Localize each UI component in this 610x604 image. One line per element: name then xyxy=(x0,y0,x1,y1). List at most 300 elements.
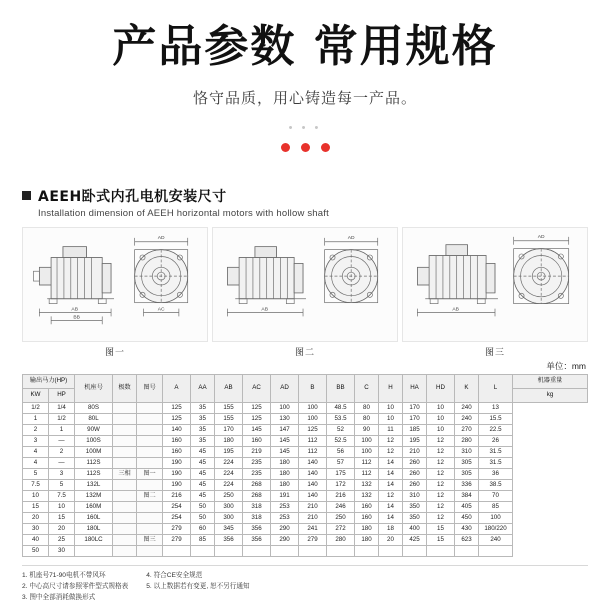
cell-dim-A: 254 xyxy=(163,513,191,524)
cell-hp: 1/2 xyxy=(49,414,75,425)
cell-dim-K: 430 xyxy=(455,524,479,535)
cell-dim-A: 190 xyxy=(163,469,191,480)
cell-dim-HA: 195 xyxy=(403,436,427,447)
cell-dim-AC: 125 xyxy=(243,403,271,414)
figure-caption-1: 图一 xyxy=(104,347,125,358)
cell-dim-A: 125 xyxy=(163,414,191,425)
cell-kw: 30 xyxy=(23,524,49,535)
cell-dim-K: 240 xyxy=(455,414,479,425)
cell-dim-BB: 172 xyxy=(327,480,355,491)
th-output-power: 输出马力(HP) xyxy=(23,375,75,389)
th-dim-A: A xyxy=(163,375,191,403)
cell-dim-B: 125 xyxy=(299,425,327,436)
cell-dim-AB: 300 xyxy=(215,513,243,524)
svg-text:AD: AD xyxy=(157,236,165,242)
cell-poles xyxy=(113,524,137,535)
th-dim-HD: HD xyxy=(427,375,455,403)
cell-dim-BB: 175 xyxy=(327,469,355,480)
cell-dim-A: 216 xyxy=(163,491,191,502)
cell-dim-K xyxy=(455,546,479,557)
cell-dim-AA: 45 xyxy=(191,447,215,458)
cell-dim-AA xyxy=(191,546,215,557)
cell-kw: 50 xyxy=(23,546,49,557)
cell-dim-AD: 145 xyxy=(271,447,299,458)
cell-dim-AA: 35 xyxy=(191,436,215,447)
cell-dim-AD: 100 xyxy=(271,403,299,414)
cell-dim-A: 254 xyxy=(163,502,191,513)
svg-text:AD: AD xyxy=(347,236,355,242)
cell-dim-BB: 52.5 xyxy=(327,436,355,447)
cell-dim-H: 14 xyxy=(379,513,403,524)
cell-dim-AC: 125 xyxy=(243,414,271,425)
cell-frame: 80L xyxy=(75,414,113,425)
cell-dim-AC: 356 xyxy=(243,535,271,546)
cell-poles xyxy=(113,513,137,524)
cell-dim-AA: 35 xyxy=(191,425,215,436)
dot-line-text: • • • xyxy=(288,122,322,135)
cell-dim-C: 160 xyxy=(355,502,379,513)
cell-kw: 4 xyxy=(23,458,49,469)
cell-hp: 25 xyxy=(49,535,75,546)
cell-dim-AD xyxy=(271,546,299,557)
footnote-item: 3. 图中全部消耗做换形式 xyxy=(22,593,96,601)
section-heading xyxy=(22,186,588,219)
cell-dim-K: 384 xyxy=(455,491,479,502)
cell-dim-HA: 210 xyxy=(403,447,427,458)
cell-dim-AD: 290 xyxy=(271,524,299,535)
th-frame: 机座号 xyxy=(75,375,113,403)
cell-kw: 10 xyxy=(23,491,49,502)
cell-dim-HA: 425 xyxy=(403,535,427,546)
table-row xyxy=(23,535,588,546)
table-header-row-1 xyxy=(23,375,588,389)
cell-frame: 160L xyxy=(75,513,113,524)
th-hp: HP xyxy=(49,389,75,403)
cell-poles xyxy=(113,480,137,491)
cell-dim-HD: 12 xyxy=(427,447,455,458)
cell-dim-B xyxy=(299,546,327,557)
cell-figure xyxy=(137,502,163,513)
page-title: 产品参数 常用规格 xyxy=(112,21,498,72)
unit-note: 单位：mm xyxy=(546,361,586,372)
cell-dim-B: 210 xyxy=(299,502,327,513)
cell-dim-BB: 52 xyxy=(327,425,355,436)
th-dim-AC: AC xyxy=(243,375,271,403)
cell-dim-A: 279 xyxy=(163,524,191,535)
table-row xyxy=(23,425,588,436)
cell-poles xyxy=(113,502,137,513)
svg-text:AB: AB xyxy=(452,307,459,313)
cell-dim-K: 270 xyxy=(455,425,479,436)
cell-dim-K: 240 xyxy=(455,403,479,414)
cell-dim-AA: 45 xyxy=(191,491,215,502)
th-poles: 极数 xyxy=(113,375,137,403)
cell-kw: 1 xyxy=(23,414,49,425)
cell-weight: 85 xyxy=(479,502,513,513)
cell-frame: 180L xyxy=(75,524,113,535)
cell-dim-HD: 15 xyxy=(427,524,455,535)
cell-poles xyxy=(113,414,137,425)
cell-dim-AC: 235 xyxy=(243,469,271,480)
cell-poles xyxy=(113,447,137,458)
th-weight-unit: kg xyxy=(513,389,588,403)
drawing-figure-1 xyxy=(22,227,208,342)
cell-dim-AC xyxy=(243,546,271,557)
cell-kw: 4 xyxy=(23,447,49,458)
section-title-en: Installation dimension of AEEH horizontal motors with hollow shaft xyxy=(38,208,329,220)
cell-dim-BB: 216 xyxy=(327,491,355,502)
table-row xyxy=(23,491,588,502)
cell-dim-AB: 345 xyxy=(215,524,243,535)
th-dim-BB: BB xyxy=(327,375,355,403)
cell-dim-BB: 250 xyxy=(327,513,355,524)
cell-figure xyxy=(137,414,163,425)
cell-dim-AA: 35 xyxy=(191,403,215,414)
cell-dim-AD: 253 xyxy=(271,513,299,524)
cell-dim-HA: 185 xyxy=(403,425,427,436)
cell-dim-HD: 12 xyxy=(427,469,455,480)
cell-weight xyxy=(479,546,513,557)
cell-dim-H: 10 xyxy=(379,414,403,425)
cell-dim-AA: 35 xyxy=(191,414,215,425)
cell-figure: 图三 xyxy=(137,535,163,546)
cell-weight: 70 xyxy=(479,491,513,502)
cell-dim-HD: 10 xyxy=(427,414,455,425)
cell-dim-HD: 10 xyxy=(427,403,455,414)
hero-section xyxy=(0,0,610,152)
cell-weight: 15.5 xyxy=(479,414,513,425)
cell-dim-K: 310 xyxy=(455,447,479,458)
cell-dim-H: 12 xyxy=(379,491,403,502)
cell-figure xyxy=(137,425,163,436)
cell-kw: 5 xyxy=(23,469,49,480)
cell-poles xyxy=(113,535,137,546)
cell-hp: 20 xyxy=(49,524,75,535)
red-dot-icon xyxy=(281,143,290,152)
th-dim-H: H xyxy=(379,375,403,403)
cell-figure xyxy=(137,436,163,447)
cell-figure xyxy=(137,546,163,557)
cell-dim-AD: 180 xyxy=(271,458,299,469)
cell-dim-K: 305 xyxy=(455,469,479,480)
cell-frame xyxy=(75,546,113,557)
svg-text:AC: AC xyxy=(157,307,165,313)
cell-dim-HD: 12 xyxy=(427,458,455,469)
cell-dim-BB: 246 xyxy=(327,502,355,513)
cell-frame: 112S xyxy=(75,469,113,480)
cell-dim-AB: 155 xyxy=(215,414,243,425)
cell-poles: 三相 xyxy=(113,469,137,480)
cell-dim-H: 14 xyxy=(379,469,403,480)
cell-poles xyxy=(113,458,137,469)
cell-weight: 100 xyxy=(479,513,513,524)
drawing-figure-2 xyxy=(212,227,398,342)
cell-dim-B: 112 xyxy=(299,447,327,458)
red-dot-group xyxy=(0,143,610,152)
cell-dim-B: 210 xyxy=(299,513,327,524)
cell-dim-C: 132 xyxy=(355,480,379,491)
cell-hp: — xyxy=(49,458,75,469)
table-body xyxy=(23,403,588,557)
cell-dim-HD: 12 xyxy=(427,480,455,491)
cell-dim-B: 241 xyxy=(299,524,327,535)
cell-dim-BB: 57 xyxy=(327,458,355,469)
cell-frame: 180LC xyxy=(75,535,113,546)
cell-dim-A: 160 xyxy=(163,436,191,447)
cell-dim-AD: 253 xyxy=(271,502,299,513)
cell-dim-AD: 180 xyxy=(271,469,299,480)
table-row xyxy=(23,458,588,469)
cell-dim-AC: 235 xyxy=(243,458,271,469)
cell-dim-AC: 318 xyxy=(243,513,271,524)
table-row xyxy=(23,436,588,447)
cell-dim-C: 80 xyxy=(355,403,379,414)
cell-dim-H: 14 xyxy=(379,458,403,469)
cell-dim-BB: 53.5 xyxy=(327,414,355,425)
footnote-item: 2. 中心高尺寸请参照零件型式规格表 xyxy=(22,582,129,590)
cell-dim-HA: 260 xyxy=(403,480,427,491)
cell-dim-C: 180 xyxy=(355,535,379,546)
section-title-cn: AEEH卧式内孔电机安装尺寸 xyxy=(38,189,227,206)
cell-dim-AB: 250 xyxy=(215,491,243,502)
cell-dim-AA: 45 xyxy=(191,480,215,491)
th-dim-AD: AD xyxy=(271,375,299,403)
cell-dim-H xyxy=(379,546,403,557)
cell-frame: 100M xyxy=(75,447,113,458)
cell-figure xyxy=(137,403,163,414)
cell-dim-HA xyxy=(403,546,427,557)
cell-dim-C: 80 xyxy=(355,414,379,425)
cell-frame: 112S xyxy=(75,458,113,469)
cell-dim-H: 14 xyxy=(379,480,403,491)
cell-poles xyxy=(113,425,137,436)
cell-dim-AB xyxy=(215,546,243,557)
cell-figure xyxy=(137,513,163,524)
figure-caption-3: 图三 xyxy=(484,347,505,358)
cell-dim-AC: 318 xyxy=(243,502,271,513)
th-weight: 机器重量 xyxy=(513,375,588,389)
cell-figure xyxy=(137,480,163,491)
th-dim-HA: HA xyxy=(403,375,427,403)
th-figure: 图号 xyxy=(137,375,163,403)
dimension-section xyxy=(22,186,588,557)
cell-dim-A: 190 xyxy=(163,458,191,469)
svg-text:AD: AD xyxy=(537,235,545,241)
table-row xyxy=(23,403,588,414)
cell-dim-HA: 170 xyxy=(403,414,427,425)
cell-dim-AC: 160 xyxy=(243,436,271,447)
cell-dim-H: 14 xyxy=(379,502,403,513)
red-dot-icon xyxy=(301,143,310,152)
table-head xyxy=(23,375,588,403)
cell-dim-HA: 400 xyxy=(403,524,427,535)
cell-poles xyxy=(113,436,137,447)
cell-dim-AC: 356 xyxy=(243,524,271,535)
cell-hp: 30 xyxy=(49,546,75,557)
cell-kw: 7.5 xyxy=(23,480,49,491)
footnotes-right xyxy=(146,571,249,604)
cell-dim-HA: 260 xyxy=(403,469,427,480)
cell-dim-AC: 145 xyxy=(243,425,271,436)
cell-frame: 132M xyxy=(75,491,113,502)
cell-dim-H: 18 xyxy=(379,524,403,535)
cell-dim-AB: 155 xyxy=(215,403,243,414)
cell-dim-AA: 50 xyxy=(191,513,215,524)
figure-caption-row xyxy=(22,342,588,358)
cell-dim-B: 140 xyxy=(299,458,327,469)
cell-kw: 1/2 xyxy=(23,403,49,414)
cell-dim-C: 112 xyxy=(355,469,379,480)
cell-dim-AD: 145 xyxy=(271,436,299,447)
cell-dim-AB: 170 xyxy=(215,425,243,436)
cell-dim-HD: 12 xyxy=(427,491,455,502)
cell-dim-HD xyxy=(427,546,455,557)
cell-dim-H: 11 xyxy=(379,425,403,436)
cell-hp: 15 xyxy=(49,513,75,524)
cell-kw: 20 xyxy=(23,513,49,524)
cell-poles xyxy=(113,403,137,414)
cell-dim-HD: 12 xyxy=(427,502,455,513)
cell-weight: 36 xyxy=(479,469,513,480)
cell-dim-HD: 12 xyxy=(427,436,455,447)
th-dim-K: K xyxy=(455,375,479,403)
cell-frame: 90W xyxy=(75,425,113,436)
specification-table xyxy=(22,374,588,557)
cell-dim-AB: 300 xyxy=(215,502,243,513)
cell-dim-AD: 130 xyxy=(271,414,299,425)
cell-dim-AC: 268 xyxy=(243,491,271,502)
cell-dim-AA: 60 xyxy=(191,524,215,535)
cell-dim-C: 180 xyxy=(355,524,379,535)
th-dim-L: L xyxy=(479,375,513,403)
cell-dim-A xyxy=(163,546,191,557)
cell-dim-K: 450 xyxy=(455,513,479,524)
cell-dim-BB: 48.5 xyxy=(327,403,355,414)
th-dim-C: C xyxy=(355,375,379,403)
divider-dots xyxy=(0,118,610,136)
cell-dim-A: 140 xyxy=(163,425,191,436)
cell-hp: 1/4 xyxy=(49,403,75,414)
cell-frame: 132L xyxy=(75,480,113,491)
cell-dim-B: 140 xyxy=(299,469,327,480)
cell-dim-H: 20 xyxy=(379,535,403,546)
svg-text:BB: BB xyxy=(73,315,80,321)
cell-dim-B: 100 xyxy=(299,403,327,414)
cell-poles xyxy=(113,546,137,557)
cell-dim-HD: 10 xyxy=(427,425,455,436)
cell-dim-AD: 191 xyxy=(271,491,299,502)
cell-dim-C: 100 xyxy=(355,447,379,458)
cell-dim-AB: 224 xyxy=(215,480,243,491)
cell-frame: 160M xyxy=(75,502,113,513)
table-row xyxy=(23,502,588,513)
drawing-figure-3 xyxy=(402,227,588,342)
cell-figure xyxy=(137,524,163,535)
cell-figure: 图一 xyxy=(137,469,163,480)
cell-dim-C: 160 xyxy=(355,513,379,524)
footnotes xyxy=(22,565,588,604)
table-row xyxy=(23,480,588,491)
red-dot-icon xyxy=(321,143,330,152)
cell-dim-A: 279 xyxy=(163,535,191,546)
cell-dim-K: 336 xyxy=(455,480,479,491)
cell-dim-AA: 45 xyxy=(191,469,215,480)
cell-dim-AB: 356 xyxy=(215,535,243,546)
table-row xyxy=(23,546,588,557)
figure-caption-2: 图二 xyxy=(294,347,315,358)
cell-dim-HD: 12 xyxy=(427,513,455,524)
cell-dim-AB: 180 xyxy=(215,436,243,447)
footnotes-left xyxy=(22,571,128,604)
page-subtitle: 恪守品质，用心铸造每一产品。 xyxy=(192,89,417,108)
table-row xyxy=(23,469,588,480)
table-row xyxy=(23,414,588,425)
cell-dim-C: 132 xyxy=(355,491,379,502)
cell-dim-H: 10 xyxy=(379,403,403,414)
cell-poles xyxy=(113,491,137,502)
cell-dim-AA: 50 xyxy=(191,502,215,513)
cell-dim-K: 623 xyxy=(455,535,479,546)
footnote-item: 4. 符合CE安全规范 xyxy=(146,572,203,580)
footnote-item: 1. 机座号71-90电机不带风环 xyxy=(22,572,106,580)
cell-dim-B: 279 xyxy=(299,535,327,546)
svg-text:AB: AB xyxy=(261,307,268,313)
svg-text:AB: AB xyxy=(71,307,78,313)
cell-dim-AB: 195 xyxy=(215,447,243,458)
cell-dim-HA: 350 xyxy=(403,513,427,524)
cell-dim-AD: 180 xyxy=(271,480,299,491)
cell-hp: 1 xyxy=(49,425,75,436)
cell-dim-AC: 219 xyxy=(243,447,271,458)
th-dim-AA: AA xyxy=(191,375,215,403)
th-kw: KW xyxy=(23,389,49,403)
cell-weight: 22.5 xyxy=(479,425,513,436)
cell-dim-BB: 280 xyxy=(327,535,355,546)
cell-dim-H: 12 xyxy=(379,436,403,447)
cell-dim-C: 90 xyxy=(355,425,379,436)
cell-dim-A: 160 xyxy=(163,447,191,458)
cell-kw: 3 xyxy=(23,436,49,447)
cell-dim-K: 405 xyxy=(455,502,479,513)
cell-dim-AA: 45 xyxy=(191,458,215,469)
table-row xyxy=(23,513,588,524)
cell-figure: 图二 xyxy=(137,491,163,502)
cell-dim-B: 140 xyxy=(299,491,327,502)
cell-dim-HA: 310 xyxy=(403,491,427,502)
cell-weight: 38.5 xyxy=(479,480,513,491)
cell-hp: 2 xyxy=(49,447,75,458)
cell-kw: 15 xyxy=(23,502,49,513)
cell-dim-AB: 224 xyxy=(215,458,243,469)
bullet-square-icon xyxy=(22,191,31,200)
cell-dim-K: 305 xyxy=(455,458,479,469)
cell-dim-A: 125 xyxy=(163,403,191,414)
footnote-item: 5. 以上数据若有变更, 恕不另行通知 xyxy=(146,582,250,590)
cell-dim-C xyxy=(355,546,379,557)
cell-dim-AA: 85 xyxy=(191,535,215,546)
cell-weight: 31.5 xyxy=(479,458,513,469)
table-row xyxy=(23,524,588,535)
cell-hp: 3 xyxy=(49,469,75,480)
drawings-row xyxy=(22,227,588,342)
table-row xyxy=(23,447,588,458)
cell-hp: — xyxy=(49,436,75,447)
cell-frame: 100S xyxy=(75,436,113,447)
cell-dim-HD: 15 xyxy=(427,535,455,546)
th-dim-AB: AB xyxy=(215,375,243,403)
cell-dim-AD: 290 xyxy=(271,535,299,546)
cell-frame: 80S xyxy=(75,403,113,414)
